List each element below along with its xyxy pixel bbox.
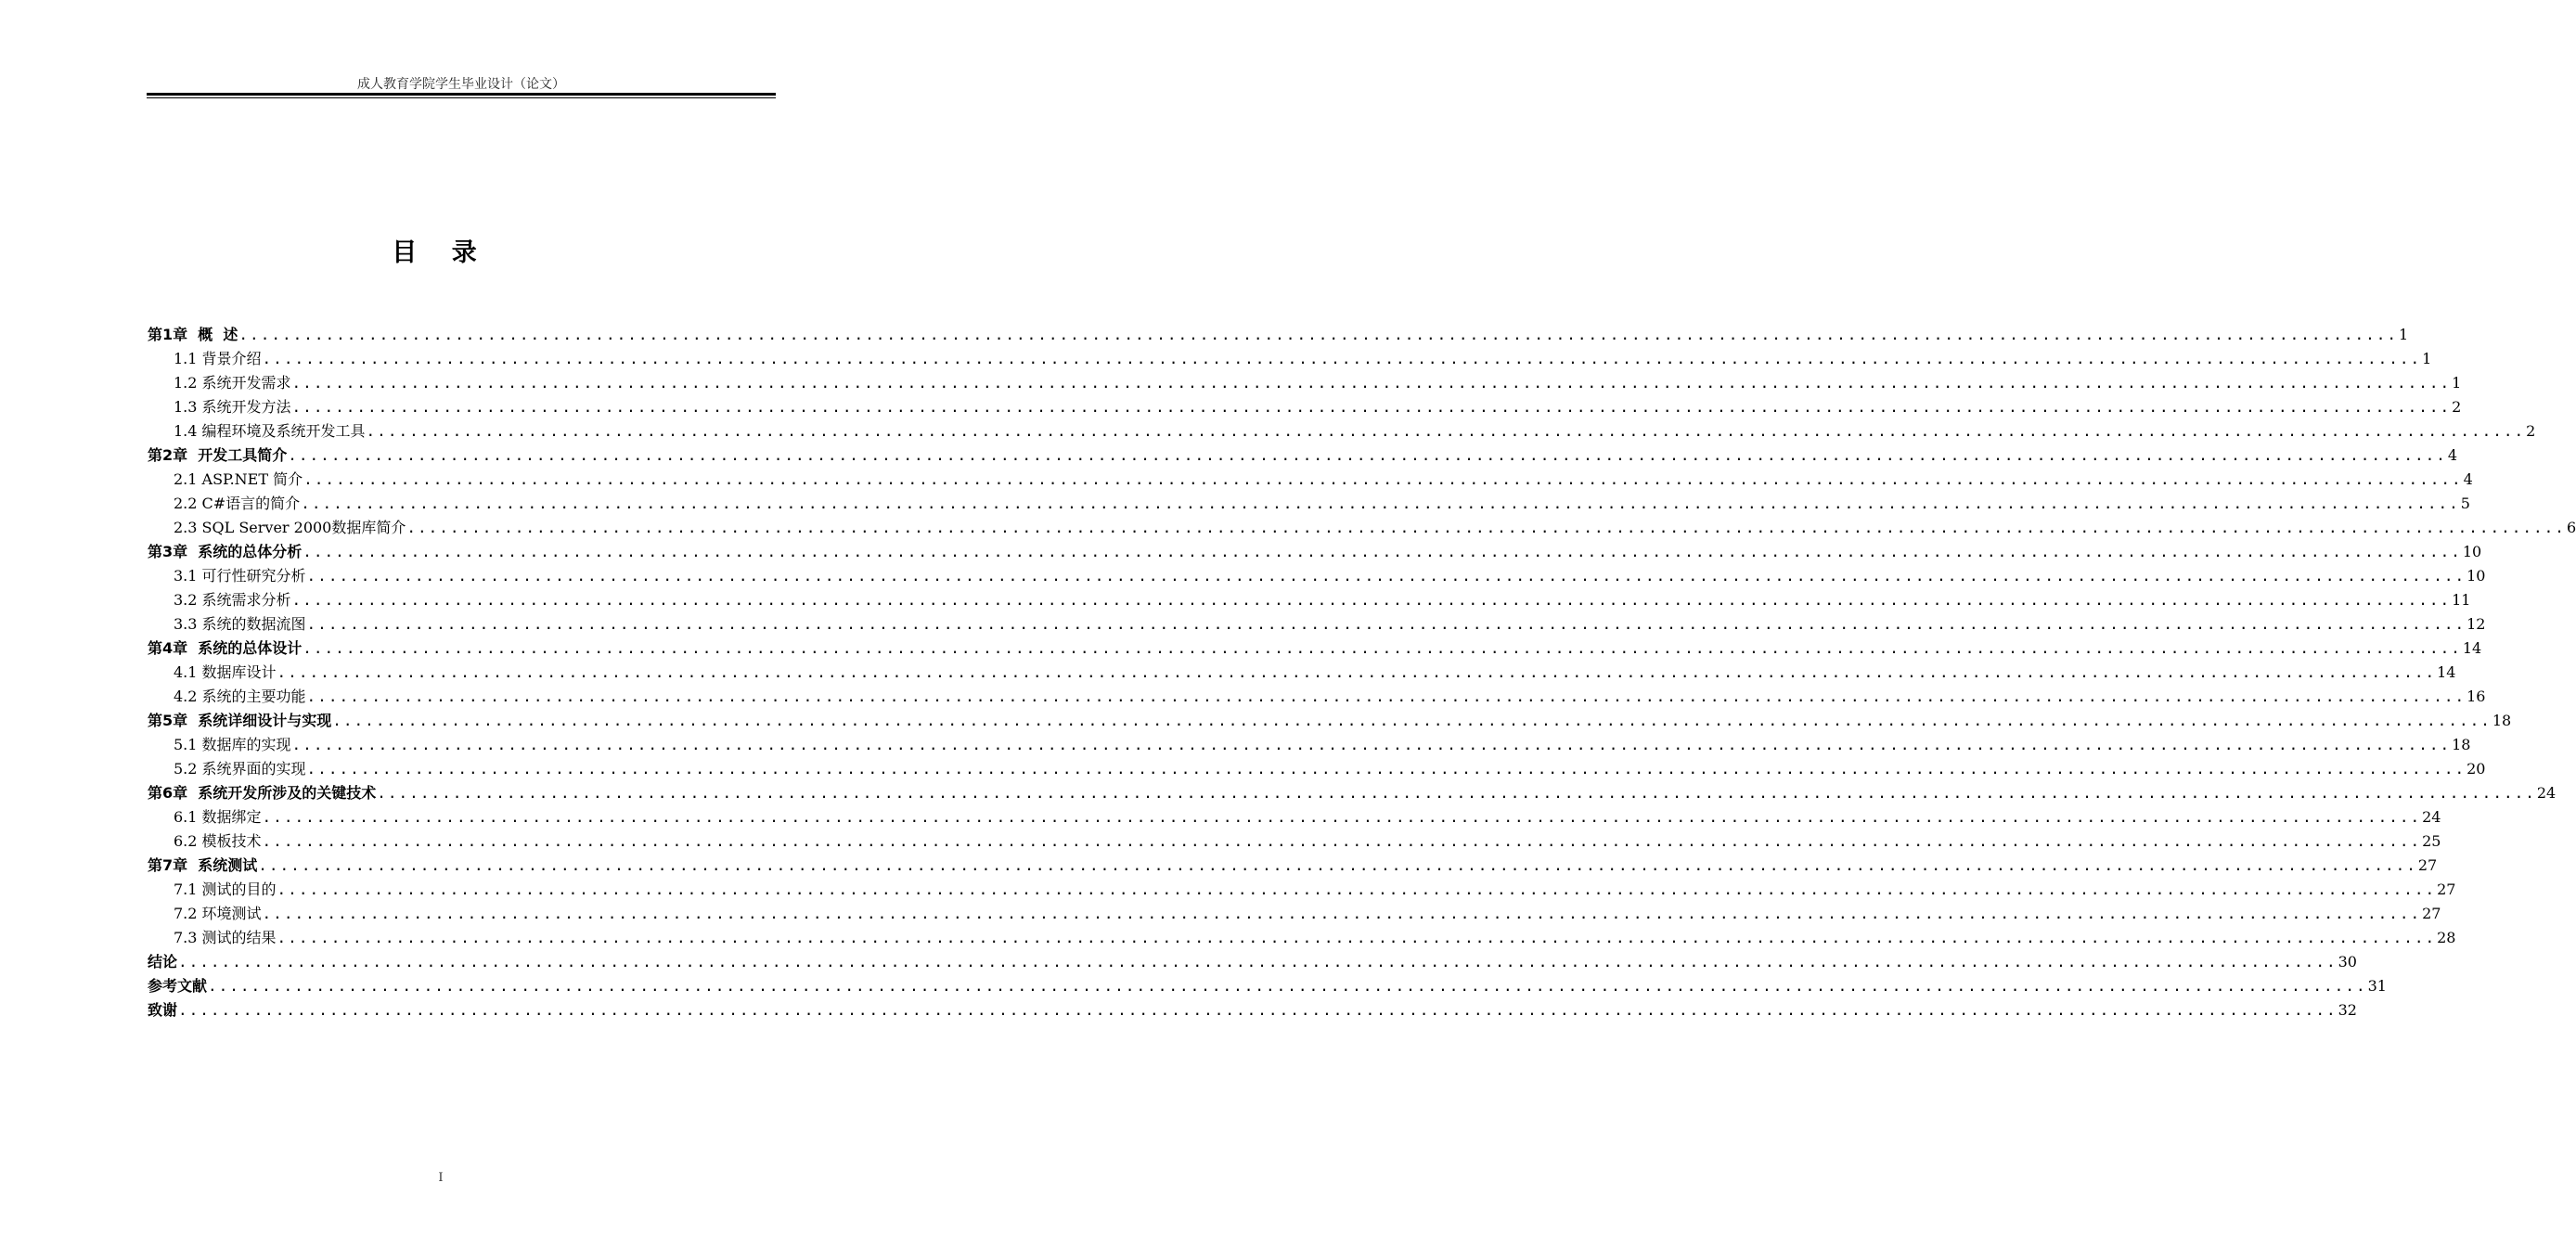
toc-page-number: 25 [2422, 832, 2441, 850]
toc-entry-label: 1.2 系统开发需求 [174, 374, 291, 392]
toc-entry-label: 5.2 系统界面的实现 [174, 760, 306, 778]
toc-entry-label: 第3章 系统的总体分析 [148, 543, 303, 560]
running-header: 成人教育学院学生毕业设计（论文） [357, 77, 565, 92]
toc-page-number: 18 [2492, 712, 2512, 729]
toc-section-entry[interactable] [148, 829, 2441, 854]
toc-entry-label: 2.2 C#语言的简介 [174, 495, 301, 512]
toc-page-number: 1 [2398, 326, 2409, 343]
toc-section-entry[interactable] [148, 371, 2462, 395]
toc-entry-label: 致谢 [148, 1001, 178, 1019]
toc-chapter-entry[interactable] [148, 540, 2482, 564]
toc-dot-leader: ........................................................................................................................................................................................................ [262, 808, 2422, 826]
table-of-contents [148, 323, 2576, 1022]
toc-dot-leader: ........................................................................................................................................................................................................ [306, 760, 2467, 778]
toc-entry-label: 第1章 概 述 [148, 326, 238, 343]
header-rule-thick [147, 93, 776, 96]
toc-page-number: 31 [2367, 977, 2387, 995]
toc-chapter-entry[interactable] [148, 974, 2387, 998]
toc-section-entry[interactable] [148, 468, 2473, 492]
toc-dot-leader: ........................................................................................................................................................................................................ [406, 519, 2566, 536]
toc-section-entry[interactable] [148, 733, 2471, 757]
toc-section-entry[interactable] [148, 395, 2462, 419]
toc-dot-leader: ........................................................................................................................................................................................................ [178, 953, 2338, 971]
toc-dot-leader: ........................................................................................................................................................................................................ [291, 591, 2452, 609]
toc-page-number: 1 [2452, 374, 2462, 392]
toc-dot-leader: ........................................................................................................................................................................................................ [303, 543, 2462, 560]
toc-dot-leader: ........................................................................................................................................................................................................ [288, 446, 2447, 464]
toc-chapter-entry[interactable] [148, 950, 2357, 974]
toc-section-entry[interactable] [148, 564, 2486, 588]
toc-page-number: 4 [2447, 446, 2458, 464]
toc-dot-leader: ........................................................................................................................................................................................................ [303, 639, 2462, 657]
toc-page-number: 32 [2338, 1001, 2357, 1019]
toc-entry-label: 7.1 测试的目的 [174, 881, 277, 898]
toc-dot-leader: ........................................................................................................................................................................................................ [291, 398, 2452, 416]
toc-entry-label: 3.3 系统的数据流图 [174, 615, 306, 633]
toc-entry-label: 3.1 可行性研究分析 [174, 567, 306, 585]
toc-page-number: 4 [2463, 470, 2473, 488]
toc-page-number: 10 [2462, 543, 2482, 560]
toc-entry-label: 第2章 开发工具简介 [148, 446, 288, 464]
toc-dot-leader: ........................................................................................................................................................................................................ [306, 615, 2467, 633]
toc-entry-label: 4.2 系统的主要功能 [174, 688, 306, 705]
toc-page-number: 30 [2338, 953, 2357, 971]
toc-section-entry[interactable] [148, 492, 2470, 516]
toc-chapter-entry[interactable] [148, 781, 2557, 805]
toc-dot-leader: ........................................................................................................................................................................................................ [301, 495, 2460, 512]
toc-section-entry[interactable] [148, 419, 2536, 444]
toc-page-number: 1 [2422, 350, 2432, 367]
toc-entry-label: 2.3 SQL Server 2000数据库简介 [174, 519, 406, 536]
toc-section-entry[interactable] [148, 516, 2576, 540]
toc-entry-label: 5.1 数据库的实现 [174, 736, 291, 753]
toc-section-entry[interactable] [148, 926, 2456, 950]
toc-page-number: 6 [2566, 519, 2576, 536]
toc-entry-label: 结论 [148, 953, 178, 971]
toc-section-entry[interactable] [148, 661, 2456, 685]
toc-section-entry[interactable] [148, 805, 2441, 829]
toc-chapter-entry[interactable] [148, 444, 2458, 468]
toc-section-entry[interactable] [148, 757, 2486, 781]
toc-entry-label: 4.1 数据库设计 [174, 663, 277, 681]
toc-dot-leader: ........................................................................................................................................................................................................ [291, 736, 2452, 753]
toc-page-number: 18 [2452, 736, 2471, 753]
toc-dot-leader: ........................................................................................................................................................................................................ [277, 881, 2437, 898]
toc-page-number: 2 [2526, 422, 2536, 440]
toc-page-number: 27 [2422, 905, 2441, 922]
toc-section-entry[interactable] [148, 878, 2456, 902]
header-rule-thin [147, 97, 776, 98]
toc-page-number: 16 [2467, 688, 2486, 705]
toc-page-number: 27 [2437, 881, 2456, 898]
toc-dot-leader: ........................................................................................................................................................................................................ [238, 326, 2398, 343]
toc-dot-leader: ........................................................................................................................................................................................................ [377, 784, 2536, 802]
toc-page-number: 14 [2437, 663, 2456, 681]
toc-dot-leader: ........................................................................................................................................................................................................ [258, 856, 2417, 874]
toc-page-number: 11 [2452, 591, 2471, 609]
toc-entry-label: 2.1 ASP.NET 简介 [174, 470, 303, 488]
toc-page-number: 5 [2460, 495, 2470, 512]
toc-page-number: 24 [2536, 784, 2557, 802]
toc-section-entry[interactable] [148, 612, 2486, 636]
page-number: I [438, 1171, 444, 1185]
toc-chapter-entry[interactable] [148, 709, 2512, 733]
toc-page-number: 27 [2417, 856, 2438, 874]
toc-dot-leader: ........................................................................................................................................................................................................ [291, 374, 2452, 392]
toc-entry-label: 7.2 环境测试 [174, 905, 262, 922]
toc-entry-label: 第6章 系统开发所涉及的关键技术 [148, 784, 377, 802]
toc-page-number: 12 [2467, 615, 2486, 633]
toc-entry-label: 1.1 背景介绍 [174, 350, 262, 367]
toc-section-entry[interactable] [148, 588, 2471, 612]
toc-entry-label: 1.4 编程环境及系统开发工具 [174, 422, 366, 440]
toc-dot-leader: ........................................................................................................................................................................................................ [332, 712, 2492, 729]
toc-entry-label: 参考文献 [148, 977, 208, 995]
toc-page-number: 2 [2452, 398, 2462, 416]
toc-entry-label: 第4章 系统的总体设计 [148, 639, 303, 657]
toc-dot-leader: ........................................................................................................................................................................................................ [262, 905, 2422, 922]
toc-dot-leader: ........................................................................................................................................................................................................ [306, 567, 2467, 585]
toc-entry-label: 1.3 系统开发方法 [174, 398, 291, 416]
toc-chapter-entry[interactable] [148, 854, 2438, 878]
toc-chapter-entry[interactable] [148, 998, 2357, 1022]
toc-dot-leader: ........................................................................................................................................................................................................ [277, 929, 2437, 946]
toc-dot-leader: ........................................................................................................................................................................................................ [306, 688, 2467, 705]
toc-dot-leader: ........................................................................................................................................................................................................ [366, 422, 2526, 440]
toc-page-number: 24 [2422, 808, 2441, 826]
toc-page-number: 14 [2462, 639, 2482, 657]
toc-entry-label: 第5章 系统详细设计与实现 [148, 712, 332, 729]
toc-entry-label: 3.2 系统需求分析 [174, 591, 291, 609]
toc-section-entry[interactable] [148, 685, 2486, 709]
toc-dot-leader: ........................................................................................................................................................................................................ [262, 832, 2422, 850]
toc-chapter-entry[interactable] [148, 636, 2482, 661]
toc-entry-label: 7.3 测试的结果 [174, 929, 277, 946]
toc-entry-label: 第7章 系统测试 [148, 856, 258, 874]
toc-dot-leader: ........................................................................................................................................................................................................ [262, 350, 2422, 367]
page-title: 目 录 [392, 238, 490, 267]
toc-dot-leader: ........................................................................................................................................................................................................ [208, 977, 2367, 995]
toc-page-number: 10 [2467, 567, 2486, 585]
toc-chapter-entry[interactable] [148, 323, 2409, 347]
toc-dot-leader: ........................................................................................................................................................................................................ [277, 663, 2437, 681]
toc-entry-label: 6.2 模板技术 [174, 832, 262, 850]
toc-dot-leader: ........................................................................................................................................................................................................ [178, 1001, 2338, 1019]
toc-dot-leader: ........................................................................................................................................................................................................ [303, 470, 2463, 488]
toc-section-entry[interactable] [148, 902, 2441, 926]
toc-page-number: 20 [2467, 760, 2486, 778]
toc-page-number: 28 [2437, 929, 2456, 946]
toc-section-entry[interactable] [148, 347, 2432, 371]
toc-entry-label: 6.1 数据绑定 [174, 808, 262, 826]
